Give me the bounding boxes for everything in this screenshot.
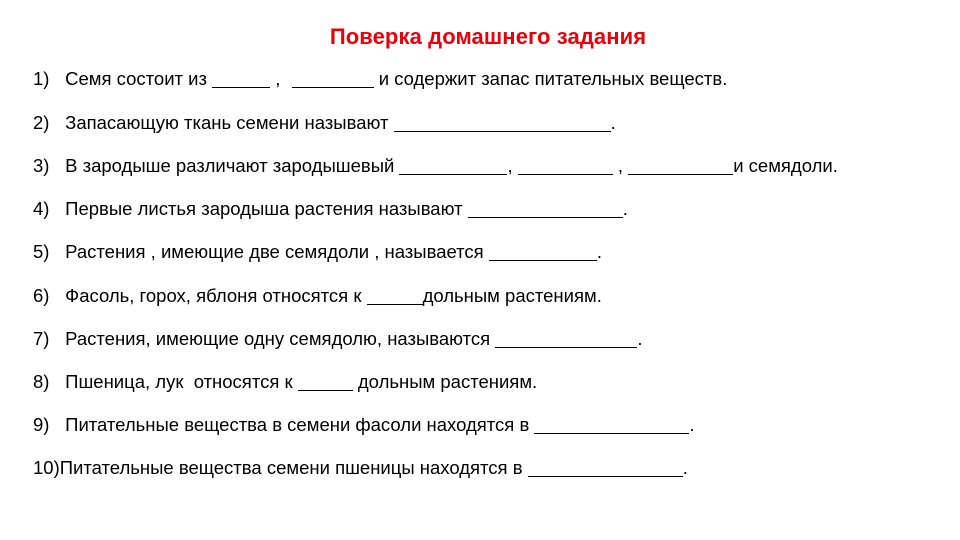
question-number: 10)	[33, 457, 60, 478]
answer-blank[interactable]	[468, 199, 623, 218]
question-text: Пшеница, лук относятся к	[65, 371, 293, 392]
answer-blank[interactable]	[212, 69, 270, 88]
question-text: .	[689, 414, 695, 435]
question-text: дольным растениям.	[357, 371, 538, 392]
answer-blank[interactable]	[495, 329, 637, 348]
question-text: Фасоль, горох, яблоня относятся к	[65, 285, 362, 306]
question-6	[33, 284, 602, 308]
question-text: ,	[617, 155, 624, 176]
answer-blank[interactable]	[292, 69, 374, 88]
answer-blank[interactable]	[518, 156, 613, 175]
question-text: .	[622, 198, 628, 219]
question-text: ,	[275, 68, 281, 89]
question-number: 3)	[33, 155, 50, 176]
question-5	[33, 240, 602, 264]
question-text: .	[610, 112, 616, 133]
question-text: Растения, имеющие одну семядолю, называются	[65, 328, 491, 349]
question-number: 7)	[33, 328, 50, 349]
question-text: и семядоли.	[733, 155, 838, 176]
question-text: Питательные вещества в семени фасоли находятся в	[65, 414, 530, 435]
question-1	[33, 67, 727, 91]
question-text: и содержит запас питательных веществ.	[378, 68, 728, 89]
question-text: ,	[507, 155, 513, 176]
answer-blank[interactable]	[628, 156, 733, 175]
question-7	[33, 327, 642, 351]
question-text: дольным растениям.	[422, 285, 602, 306]
question-text: Первые листья зародыша растения называют	[65, 198, 463, 219]
question-10	[33, 456, 688, 480]
question-number: 4)	[33, 198, 50, 219]
answer-blank[interactable]	[528, 458, 683, 477]
answer-blank[interactable]	[534, 415, 689, 434]
slide-title: Поверка домашнего задания	[329, 24, 647, 49]
answer-blank[interactable]	[367, 286, 423, 305]
question-text: Семя состоит из	[65, 68, 207, 89]
question-8	[33, 370, 537, 394]
question-text: В зародыше различают зародышевый	[65, 155, 395, 176]
answer-blank[interactable]	[399, 156, 507, 175]
question-2	[33, 111, 616, 135]
answer-blank[interactable]	[489, 242, 597, 261]
question-4	[33, 197, 628, 221]
answer-blank[interactable]	[298, 372, 353, 391]
question-text: Питательные вещества семени пшеницы находятся в	[59, 457, 523, 478]
question-text: .	[596, 241, 602, 262]
question-number: 1)	[33, 68, 50, 89]
question-number: 6)	[33, 285, 50, 306]
question-text: .	[682, 457, 688, 478]
question-text: Запасающую ткань семени называют	[65, 112, 389, 133]
question-number: 8)	[33, 371, 50, 392]
question-number: 9)	[33, 414, 50, 435]
question-number: 2)	[33, 112, 50, 133]
question-3	[33, 154, 838, 178]
answer-blank[interactable]	[394, 113, 611, 132]
question-text: .	[637, 328, 643, 349]
question-text: Растения , имеющие две семядоли , называется	[65, 241, 484, 262]
question-number: 5)	[33, 241, 50, 262]
question-9	[33, 413, 695, 437]
